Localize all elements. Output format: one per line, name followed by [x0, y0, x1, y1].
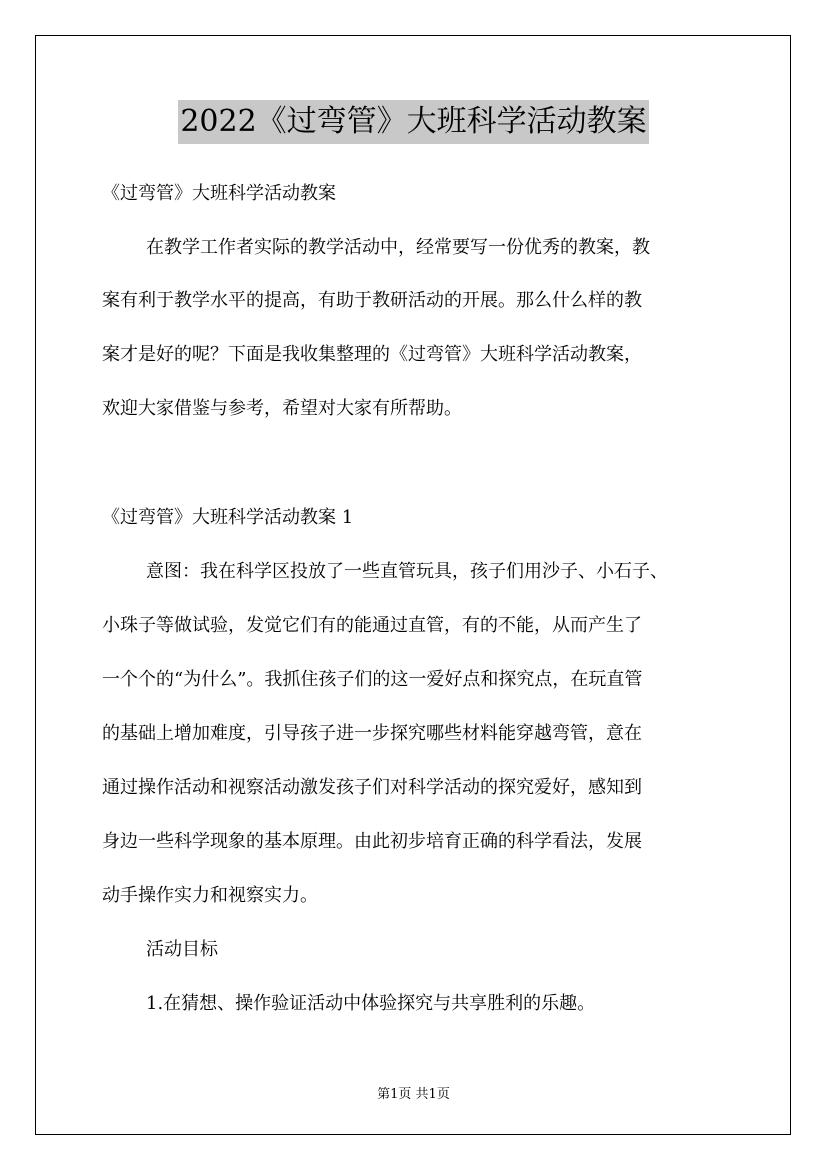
- goals-heading: 活动目标: [146, 939, 218, 960]
- document-title: 2022《过弯管》大班科学活动教案: [178, 100, 648, 144]
- page-footer: 第1页 共1页: [377, 1087, 450, 1102]
- intent-line-6: 身边一些科学现象的基本原理。由此初步培育正确的科学看法，发展: [102, 831, 642, 852]
- section1-heading: 《过弯管》大班科学活动教案 1: [102, 507, 354, 528]
- goal-item-1: 1.在猜想、操作验证活动中体验探究与共享胜利的乐趣。: [146, 993, 596, 1014]
- intent-line-4: 的基础上增加难度，引导孩子进一步探究哪些材料能穿越弯管，意在: [102, 723, 642, 744]
- intent-line-2: 小珠子等做试验，发觉它们有的能通过直管，有的不能，从而产生了: [102, 615, 642, 636]
- document-subtitle: 《过弯管》大班科学活动教案: [102, 183, 336, 204]
- intro-line-1: 在教学工作者实际的教学活动中，经常要写一份优秀的教案，教: [146, 237, 650, 258]
- intent-line-5: 通过操作活动和视察活动激发孩子们对科学活动的探究爱好，感知到: [102, 777, 642, 798]
- intent-line-3: 一个个的“为什么”。我抓住孩子们的这一爱好点和探究点，在玩直管: [102, 669, 643, 690]
- intro-line-3: 案才是好的呢？下面是我收集整理的《过弯管》大班科学活动教案，: [102, 344, 642, 365]
- intro-line-2: 案有利于教学水平的提高，有助于教研活动的开展。那么什么样的教: [102, 290, 642, 311]
- intro-line-4: 欢迎大家借鉴与参考，希望对大家有所帮助。: [102, 398, 462, 419]
- title-container: [0, 100, 827, 144]
- intent-line-7: 动手操作实力和视察实力。: [102, 885, 318, 906]
- intent-line-1: 意图：我在科学区投放了一些直管玩具，孩子们用沙子、小石子、: [146, 561, 668, 582]
